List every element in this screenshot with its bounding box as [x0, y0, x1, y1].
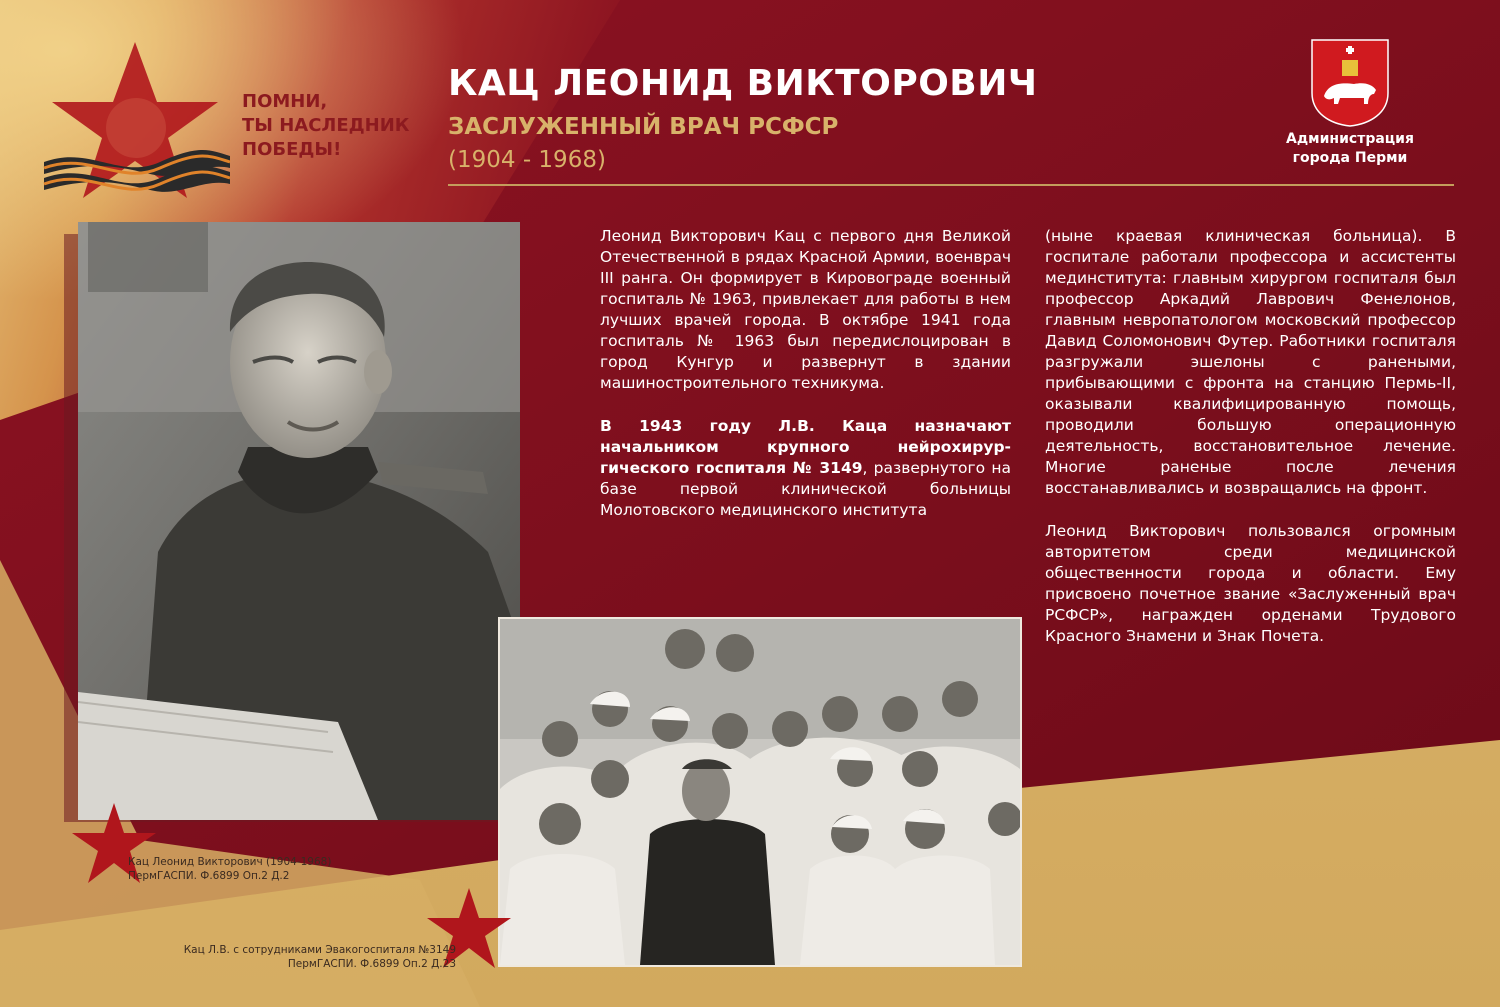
- administration-line-2: города Перми: [1292, 150, 1408, 166]
- group-photo-caption: [150, 943, 456, 971]
- group-photo: [498, 617, 1022, 967]
- header-divider: [448, 184, 1454, 186]
- page-title: КАЦ ЛЕОНИД ВИКТОРОВИЧ: [448, 63, 1038, 104]
- portrait-caption-line-1: Кац Леонид Викторович (1904-1968): [128, 856, 332, 868]
- administration-label: [1270, 130, 1430, 168]
- text-column-1: [600, 226, 1011, 543]
- slogan-line-2: ТЫ НАСЛЕДНИК: [242, 115, 410, 136]
- paragraph-1: Леонид Викторович Кац с первого дня Великой Отечественной в рядах Красной Армии, военврач III ранга. Он формирует в Кировограде военный госпиталь № 1963, привлекает для работы в нем лучших врачей города. В октябре 1941 года госпиталь № 1963 был передислоцирован в город Кунгур и развернут в здании машиностроительного техникума.: [600, 227, 1011, 392]
- slogan: [242, 90, 442, 162]
- administration-line-1: Администрация: [1286, 131, 1414, 147]
- paragraph-2: [600, 416, 1011, 521]
- portrait-caption-line-2: ПермГАСПИ. Ф.6899 Оп.2 Д.2: [128, 870, 290, 882]
- paragraph-4: Леонид Викторович пользовался огромным авторитетом среди медицинской общественности города и области. Ему присвоено почетное звание «Заслуженный врач РСФСР», награжден орденами Трудового Красного Знамени и Знак Почета.: [1045, 522, 1456, 645]
- paragraph-2-bold: В 1943 году Л.В. Каца назначают начальником крупного нейрохирур-гического госпиталя № 3149: [600, 417, 1011, 477]
- page-subtitle: ЗАСЛУЖЕННЫЙ ВРАЧ РСФСР: [448, 114, 839, 140]
- text-column-2: [1045, 226, 1456, 669]
- group-caption-line-1: Кац Л.В. с сотрудниками Эвакогоспиталя №3149: [183, 944, 456, 956]
- slogan-line-3: ПОБЕДЫ!: [242, 139, 342, 160]
- slogan-line-1: ПОМНИ,: [242, 91, 328, 112]
- paragraph-3: (ныне краевая клиническая больница). В госпитале работали профессора и ассистенты мединститута: главным хирургом госпиталя был профессор Аркадий Лаврович Фенелонов, главным невропатологом московский профессор Давид Соломонович Футер. Работники госпиталя разгружали эшелоны с ранеными, прибывающими с фронта на станцию Пермь-II, оказывали квалифицированную помощь, проводили большую операционную деятельность, восстановительное лечение. Многие раненые после лечения восстанавливались и возвращались на фронт.: [1045, 227, 1456, 497]
- group-caption-line-2: ПермГАСПИ. Ф.6899 Оп.2 Д.23: [287, 958, 456, 970]
- paragraph-2-rest: , развернутого на базе первой клинической больницы Молотовского медицинского института: [600, 459, 1011, 519]
- victory-star-icon: [40, 40, 235, 200]
- perm-coat-of-arms-icon: [1310, 38, 1390, 128]
- portrait-caption: [128, 855, 331, 883]
- life-years: (1904 - 1968): [448, 147, 606, 173]
- portrait-photo: [78, 222, 520, 820]
